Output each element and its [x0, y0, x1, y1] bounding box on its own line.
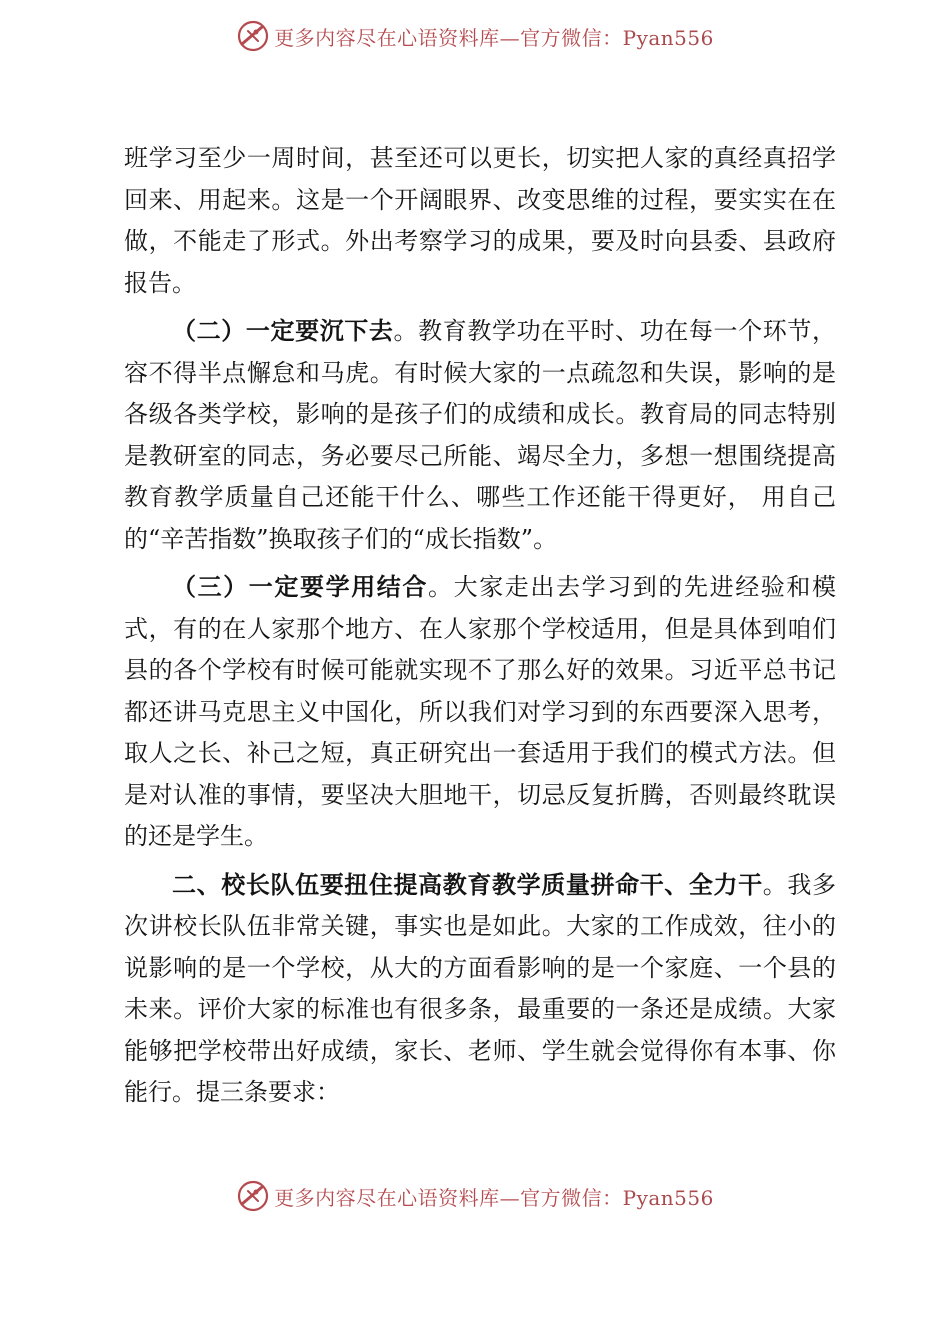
paragraph-1 [124, 138, 836, 304]
header-watermark [0, 14, 950, 58]
footer-watermark [0, 1174, 950, 1218]
watermark-text: 更多内容尽在心语资料库—官方微信：Pyan556 [274, 25, 714, 50]
watermark-contact-id: Pyan556 [622, 1185, 714, 1210]
paragraph-4-text: 。我多次讲校长队伍非常关键，事实也是如此。大家的工作成效，往小的说影响的是一个学校，从大的方面看影响的是一个家庭、一个县的未来。评价大家的标准也有很多条，最重要的一条还是成绩。大家能够把学校带出好成绩，家长、老师、学生就会觉得你有本事、你能行。提三条要求： [124, 870, 837, 1106]
paragraph-2-text: 。教育教学功在平时、功在每一个环节，容不得半点懈怠和马虎。有时候大家的一点疏忽和失误，影响的是各级各类学校，影响的是孩子们的成绩和成长。教育局的同志特别是教研室的同志，务必要尽己所能、竭尽全力，多想一想围绕提高教育教学质量自己还能干什么、哪些工作还能干得更好， 用自己的“辛苦指数”换取孩子们的“成长指数”。 [124, 317, 837, 553]
seal-logo-icon [236, 19, 270, 53]
paragraph-3-text: 。大家走出去学习到的先进经验和模式，有的在人家那个地方、在人家那个学校适用，但是具体到咱们县的各个学校有时候可能就实现不了那么好的效果。习近平总书记都还讲马克思主义中国化，所以我们对学习到的东西要深入思考，取人之长、补己之短，真正研究出一套适用于我们的模式方法。但是对认准的事情，要坚决大胆地干，切忌反复折腾，否则最终耽误的还是学生。 [124, 573, 836, 850]
watermark-text: 更多内容尽在心语资料库—官方微信：Pyan556 [274, 1185, 714, 1210]
paragraph-2 [124, 311, 836, 560]
paragraph-3 [124, 567, 836, 858]
paragraph-4 [124, 865, 836, 1114]
seal-logo-icon [236, 1179, 270, 1213]
paragraph-2-heading: （二）一定要沉下去 [172, 317, 394, 345]
paragraph-4-heading: 二、校长队伍要扭住提高教育教学质量拼命干、全力干 [172, 870, 763, 899]
watermark-contact-id: Pyan556 [622, 25, 714, 50]
paragraph-1-text: 班学习至少一周时间，甚至还可以更长，切实把人家的真经真招学回来、用起来。这是一个开阔眼界、改变思维的过程，要实实在在做，不能走了形式。外出考察学习的成果，要及时向县委、县政府报告。 [124, 144, 836, 297]
paragraph-3-heading: （三）一定要学用结合 [172, 573, 428, 601]
document-body [124, 138, 836, 1114]
